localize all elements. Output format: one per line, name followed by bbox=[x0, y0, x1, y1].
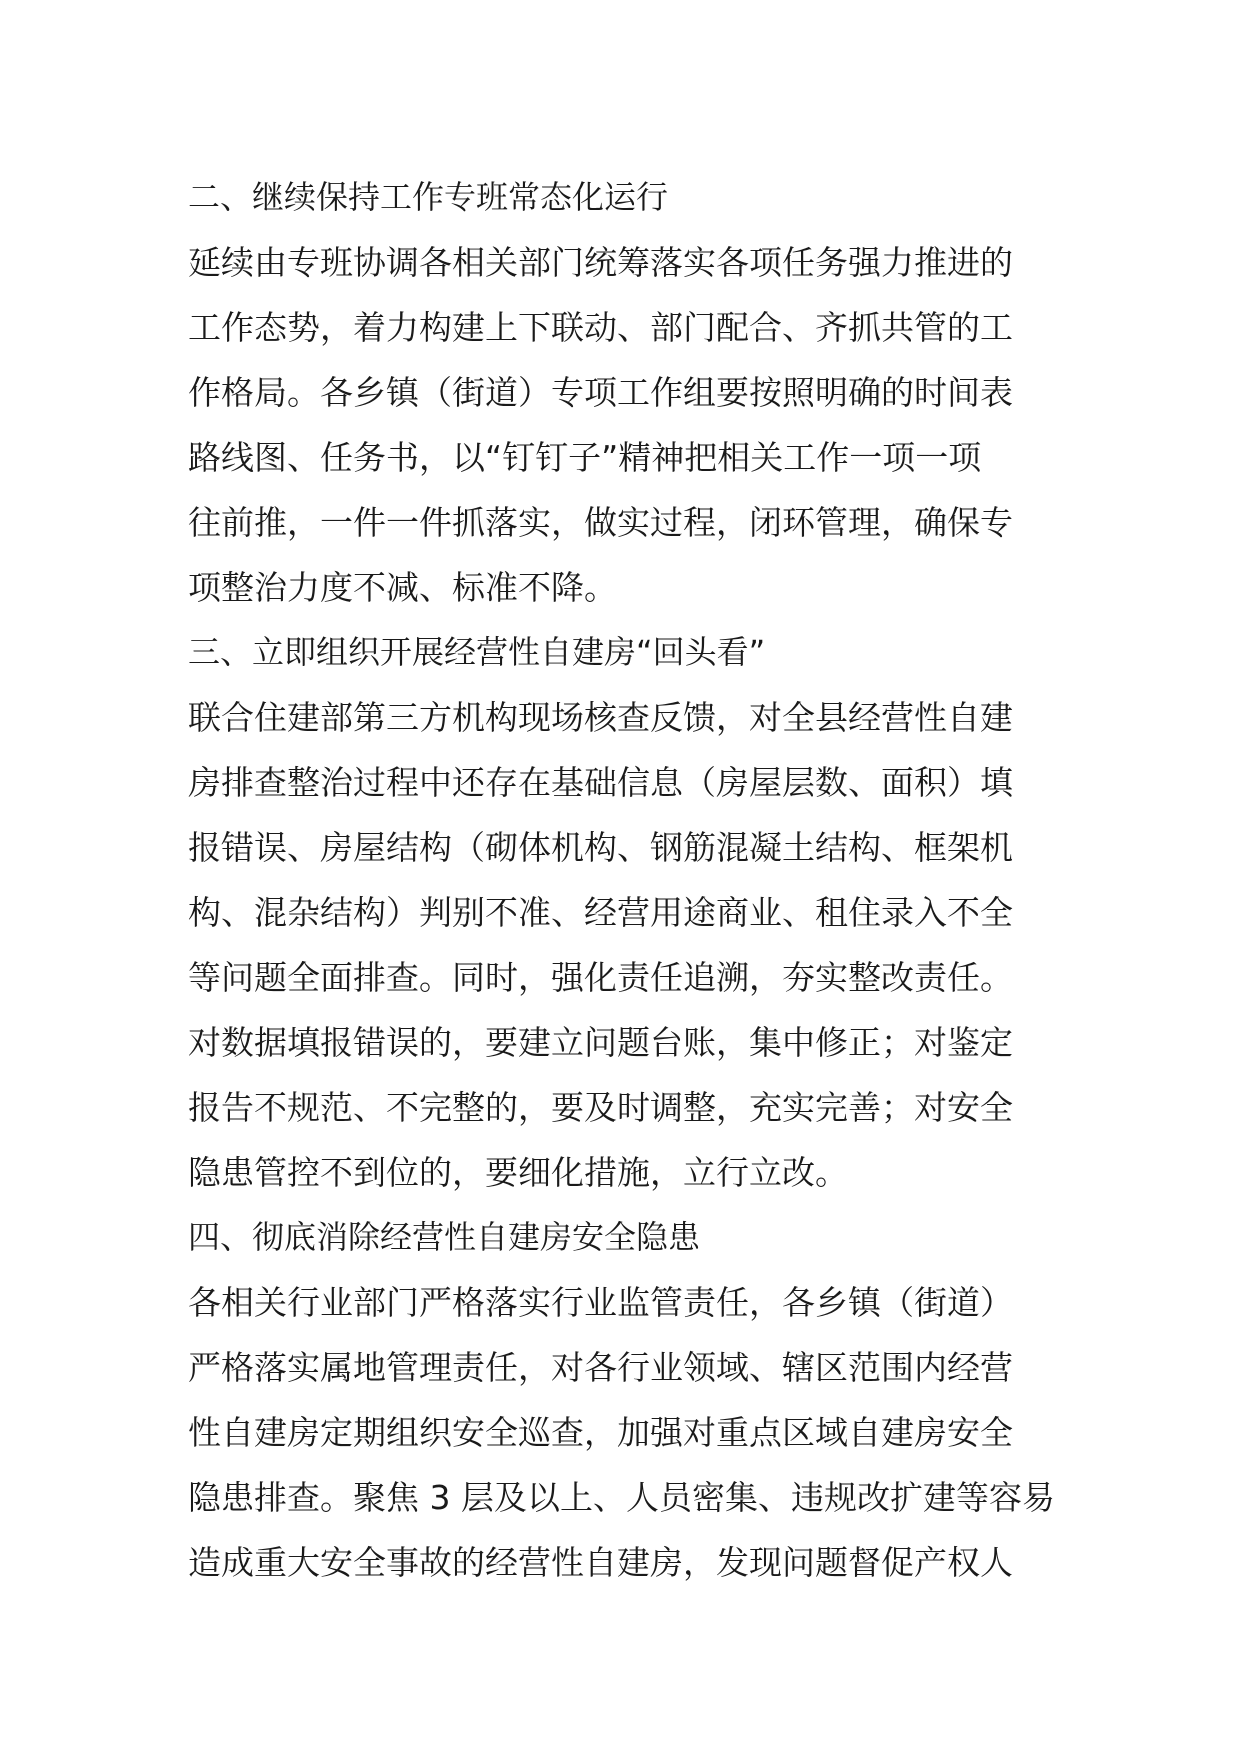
paragraph-line: 构、混杂结构）判别不准、经营用途商业、租住录入不全 bbox=[188, 893, 1013, 932]
paragraph-line: 往前推，一件一件抓落实，做实过程，闭环管理，确保专 bbox=[188, 503, 1013, 542]
paragraph-line: 隐患排查。聚焦 3 层及以上、人员密集、违规改扩建等容易 bbox=[188, 1478, 1055, 1517]
paragraph-line: 作格局。各乡镇（街道）专项工作组要按照明确的时间表 bbox=[188, 373, 1013, 412]
paragraph-line: 隐患管控不到位的，要细化措施，立行立改。 bbox=[188, 1153, 848, 1192]
paragraph-line: 造成重大安全事故的经营性自建房，发现问题督促产权人 bbox=[188, 1543, 1013, 1582]
paragraph-line: 房排查整治过程中还存在基础信息（房屋层数、面积）填 bbox=[188, 763, 1013, 802]
section-heading-4: 四、彻底消除经营性自建房安全隐患 bbox=[188, 1218, 701, 1256]
paragraph-line: 报告不规范、不完整的，要及时调整，充实完善；对安全 bbox=[188, 1088, 1013, 1127]
paragraph-line: 延续由专班协调各相关部门统筹落实各项任务强力推进的 bbox=[188, 243, 1013, 282]
paragraph-line: 报错误、房屋结构（砌体机构、钢筋混凝土结构、框架机 bbox=[188, 828, 1013, 867]
paragraph-line: 对数据填报错误的，要建立问题台账，集中修正；对鉴定 bbox=[188, 1023, 1013, 1062]
paragraph-line: 工作态势，着力构建上下联动、部门配合、齐抓共管的工 bbox=[188, 308, 1013, 347]
section-heading-3: 三、立即组织开展经营性自建房“回头看” bbox=[188, 633, 766, 671]
paragraph-line: 等问题全面排查。同时，强化责任追溯，夯实整改责任。 bbox=[188, 958, 1013, 997]
section-heading-2: 二、继续保持工作专班常态化运行 bbox=[188, 178, 669, 216]
paragraph-line: 各相关行业部门严格落实行业监管责任，各乡镇（街道） bbox=[188, 1283, 1013, 1322]
paragraph-line: 性自建房定期组织安全巡查，加强对重点区域自建房安全 bbox=[188, 1413, 1013, 1452]
paragraph-line: 联合住建部第三方机构现场核查反馈，对全县经营性自建 bbox=[188, 698, 1013, 737]
paragraph-line: 路线图、任务书，以“钉钉子”精神把相关工作一项一项 bbox=[188, 438, 982, 477]
paragraph-line: 项整治力度不减、标准不降。 bbox=[188, 568, 617, 607]
document-body bbox=[188, 165, 1088, 1595]
paragraph-line: 严格落实属地管理责任，对各行业领域、辖区范围内经营 bbox=[188, 1348, 1013, 1387]
